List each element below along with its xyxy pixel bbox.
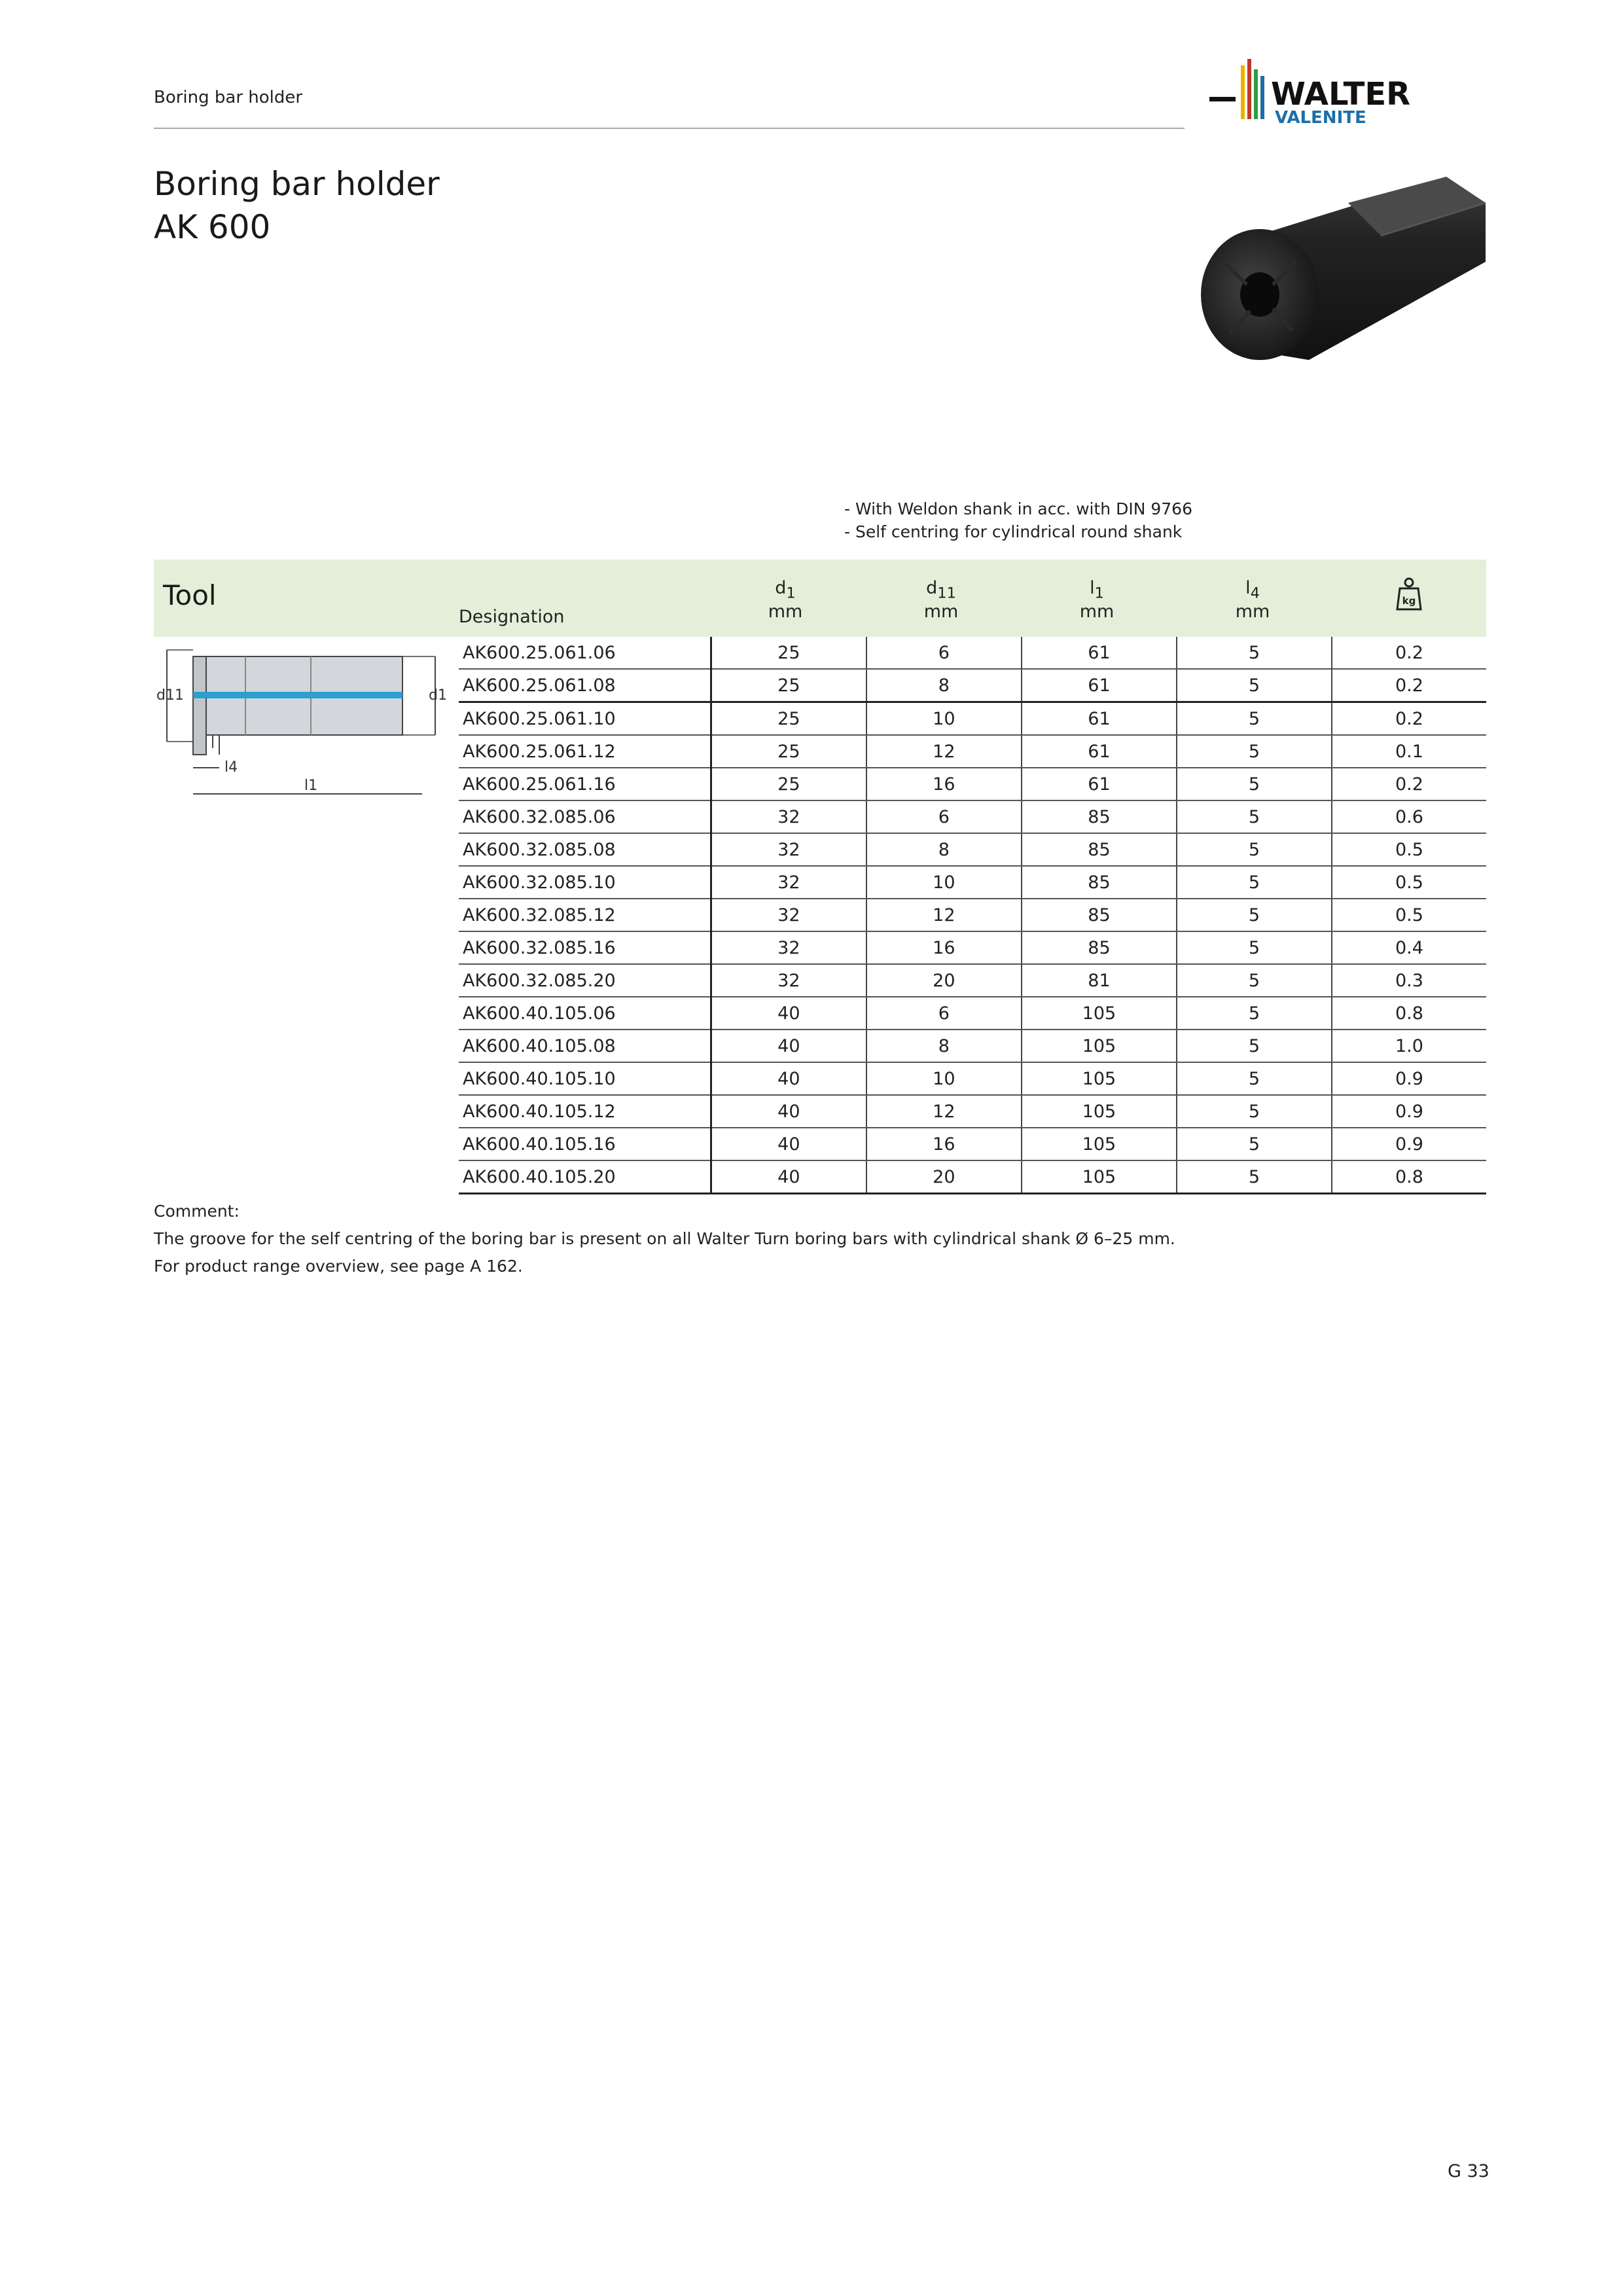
col-header-d1: $d_1$ mm: [768, 578, 803, 622]
designation-cell: AK600.40.105.10: [459, 1062, 711, 1095]
value-cell: 5: [1177, 800, 1332, 833]
svg-text:l4: l4: [224, 759, 238, 776]
value-cell: 20: [866, 964, 1022, 997]
comment-line: The groove for the self centring of the boring bar is present on all Walter Turn boring bars with cylindrical shank Ø 6–25 mm.: [154, 1229, 1175, 1248]
value-cell: 85: [1022, 899, 1177, 931]
value-cell: 0.9: [1332, 1095, 1486, 1128]
table-row: [459, 833, 1486, 866]
value-cell: 5: [1177, 997, 1332, 1030]
svg-text:d1: d1: [429, 687, 447, 704]
header-section-title: Boring bar holder: [154, 88, 303, 107]
value-cell: 0.5: [1332, 899, 1486, 931]
col-header-d11: $d_{11}$ mm: [923, 578, 959, 622]
header-divider: [154, 128, 1185, 129]
value-cell: 0.2: [1332, 768, 1486, 800]
value-cell: 32: [711, 800, 866, 833]
value-cell: 32: [711, 899, 866, 931]
value-cell: 12: [866, 1095, 1022, 1128]
table-row: [459, 669, 1486, 702]
page-number: G 33: [1448, 2161, 1489, 2181]
value-cell: 20: [866, 1160, 1022, 1194]
page-title: [154, 162, 440, 249]
value-cell: 8: [866, 1030, 1022, 1062]
feature-item: - Self centring for cylindrical round shank: [844, 522, 1183, 541]
designation-cell: AK600.32.085.10: [459, 866, 711, 899]
value-cell: 0.2: [1332, 637, 1486, 669]
value-cell: 40: [711, 997, 866, 1030]
value-cell: 6: [866, 800, 1022, 833]
value-cell: 0.6: [1332, 800, 1486, 833]
value-cell: 1.0: [1332, 1030, 1486, 1062]
table-row: [459, 899, 1486, 931]
designation-cell: AK600.40.105.06: [459, 997, 711, 1030]
value-cell: 105: [1022, 997, 1177, 1030]
value-cell: 5: [1177, 702, 1332, 736]
value-cell: 5: [1177, 866, 1332, 899]
value-cell: 5: [1177, 833, 1332, 866]
value-cell: 5: [1177, 1160, 1332, 1194]
weight-kg-icon: [1396, 577, 1422, 611]
col-header-designation: Designation: [459, 607, 565, 627]
value-cell: 5: [1177, 1062, 1332, 1095]
feature-item: - With Weldon shank in acc. with DIN 9766: [844, 499, 1192, 518]
value-cell: 6: [866, 637, 1022, 669]
designation-cell: AK600.25.061.06: [459, 637, 711, 669]
technical-drawing: [154, 637, 459, 807]
page-title-line-2: AK 600: [154, 208, 271, 246]
designation-cell: AK600.40.105.08: [459, 1030, 711, 1062]
comment-heading: Comment:: [154, 1202, 240, 1221]
comment-line: For product range overview, see page A 162.: [154, 1257, 523, 1276]
value-cell: 0.9: [1332, 1062, 1486, 1095]
value-cell: 0.4: [1332, 931, 1486, 964]
table-row: [459, 866, 1486, 899]
designation-cell: AK600.32.085.20: [459, 964, 711, 997]
value-cell: 8: [866, 669, 1022, 702]
value-cell: 105: [1022, 1095, 1177, 1128]
page-title-line-1: Boring bar holder: [154, 165, 440, 203]
value-cell: 25: [711, 669, 866, 702]
designation-cell: AK600.32.085.08: [459, 833, 711, 866]
value-cell: 0.1: [1332, 735, 1486, 768]
designation-cell: AK600.40.105.20: [459, 1160, 711, 1194]
designation-cell: AK600.40.105.16: [459, 1128, 711, 1160]
table-row: [459, 702, 1486, 736]
value-cell: 25: [711, 702, 866, 736]
value-cell: 0.9: [1332, 1128, 1486, 1160]
value-cell: 85: [1022, 931, 1177, 964]
table-row: [459, 997, 1486, 1030]
value-cell: 12: [866, 735, 1022, 768]
value-cell: 105: [1022, 1062, 1177, 1095]
value-cell: 61: [1022, 702, 1177, 736]
value-cell: 5: [1177, 899, 1332, 931]
value-cell: 5: [1177, 1030, 1332, 1062]
col-header-l1: $l_1$ mm: [1079, 578, 1115, 622]
value-cell: 16: [866, 931, 1022, 964]
value-cell: 5: [1177, 637, 1332, 669]
tool-section-label: Tool: [163, 579, 217, 611]
designation-cell: AK600.40.105.12: [459, 1095, 711, 1128]
value-cell: 5: [1177, 768, 1332, 800]
value-cell: 105: [1022, 1160, 1177, 1194]
value-cell: 61: [1022, 637, 1177, 669]
table-row: [459, 735, 1486, 768]
value-cell: 85: [1022, 833, 1177, 866]
value-cell: 61: [1022, 735, 1177, 768]
col-header-l4: $l_4$ mm: [1235, 578, 1270, 622]
value-cell: 6: [866, 997, 1022, 1030]
table-row: [459, 1062, 1486, 1095]
value-cell: 61: [1022, 669, 1177, 702]
value-cell: 25: [711, 768, 866, 800]
value-cell: 25: [711, 637, 866, 669]
table-row: [459, 1128, 1486, 1160]
value-cell: 0.5: [1332, 833, 1486, 866]
value-cell: 85: [1022, 866, 1177, 899]
designation-cell: AK600.25.061.16: [459, 768, 711, 800]
value-cell: 0.8: [1332, 997, 1486, 1030]
table-row: [459, 931, 1486, 964]
value-cell: 10: [866, 1062, 1022, 1095]
value-cell: 5: [1177, 931, 1332, 964]
value-cell: 105: [1022, 1128, 1177, 1160]
walter-valenite-logo: [1209, 56, 1478, 128]
svg-text:VALENITE: VALENITE: [1275, 108, 1366, 128]
value-cell: 10: [866, 866, 1022, 899]
table-row: [459, 964, 1486, 997]
designation-cell: AK600.25.061.10: [459, 702, 711, 736]
value-cell: 40: [711, 1095, 866, 1128]
value-cell: 5: [1177, 1095, 1332, 1128]
comment-block: [154, 1198, 1175, 1280]
value-cell: 25: [711, 735, 866, 768]
table-row: [459, 637, 1486, 669]
designation-cell: AK600.25.061.12: [459, 735, 711, 768]
value-cell: 0.2: [1332, 669, 1486, 702]
value-cell: 0.5: [1332, 866, 1486, 899]
svg-text:WALTER: WALTER: [1271, 76, 1411, 113]
value-cell: 12: [866, 899, 1022, 931]
value-cell: 16: [866, 1128, 1022, 1160]
value-cell: 0.3: [1332, 964, 1486, 997]
table-row: [459, 1095, 1486, 1128]
value-cell: 5: [1177, 669, 1332, 702]
table-row: [459, 768, 1486, 800]
svg-text:kg: kg: [1402, 595, 1416, 607]
product-rows: [459, 637, 1486, 1194]
svg-text:d11: d11: [156, 687, 184, 704]
value-cell: 0.2: [1332, 702, 1486, 736]
value-cell: 16: [866, 768, 1022, 800]
value-cell: 105: [1022, 1030, 1177, 1062]
designation-cell: AK600.32.085.06: [459, 800, 711, 833]
value-cell: 5: [1177, 1128, 1332, 1160]
value-cell: 32: [711, 931, 866, 964]
svg-text:l1: l1: [304, 778, 318, 794]
value-cell: 40: [711, 1128, 866, 1160]
value-cell: 40: [711, 1160, 866, 1194]
value-cell: 40: [711, 1030, 866, 1062]
value-cell: 8: [866, 833, 1022, 866]
designation-cell: AK600.25.061.08: [459, 669, 711, 702]
value-cell: 61: [1022, 768, 1177, 800]
value-cell: 40: [711, 1062, 866, 1095]
value-cell: 5: [1177, 964, 1332, 997]
value-cell: 5: [1177, 735, 1332, 768]
value-cell: 10: [866, 702, 1022, 736]
value-cell: 32: [711, 866, 866, 899]
value-cell: 81: [1022, 964, 1177, 997]
table-row: [459, 800, 1486, 833]
value-cell: 32: [711, 964, 866, 997]
value-cell: 32: [711, 833, 866, 866]
feature-list: [844, 497, 1192, 543]
designation-cell: AK600.32.085.12: [459, 899, 711, 931]
boring-bar-holder-photo: [1185, 164, 1492, 399]
designation-cell: AK600.32.085.16: [459, 931, 711, 964]
value-cell: 85: [1022, 800, 1177, 833]
table-row: [459, 1160, 1486, 1194]
value-cell: 0.8: [1332, 1160, 1486, 1194]
table-row: [459, 1030, 1486, 1062]
